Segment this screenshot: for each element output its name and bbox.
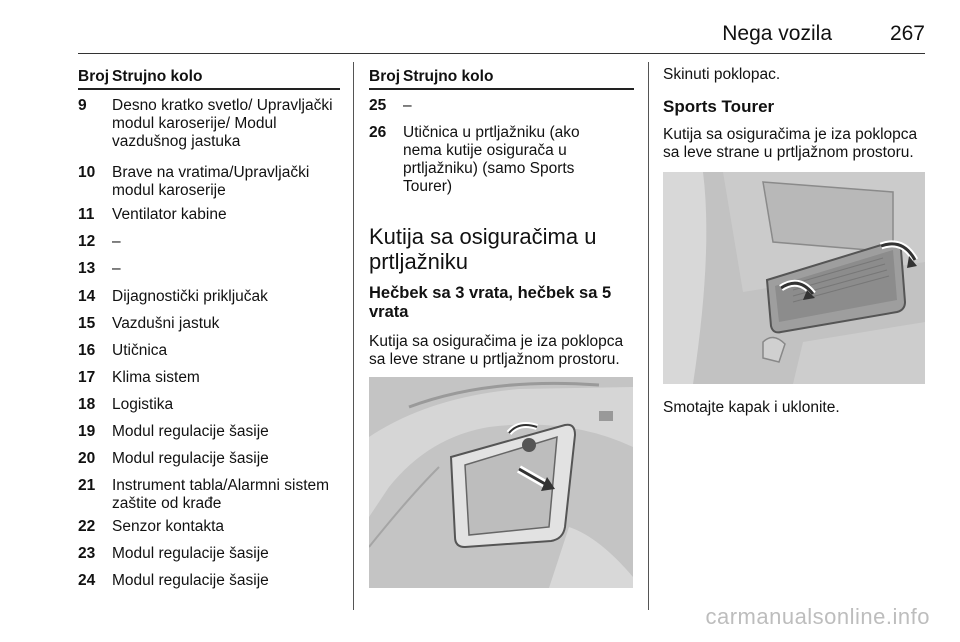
row-number: 11 [78, 206, 95, 223]
row-number: 16 [78, 342, 96, 359]
row-number: 19 [78, 423, 96, 440]
row-text: Ventilator kabine [112, 206, 227, 223]
trunk-illustration [369, 377, 633, 588]
row-text: – [112, 260, 121, 277]
table-header [78, 66, 340, 90]
column-separator [648, 62, 649, 610]
col-number-header: Broj [78, 68, 109, 85]
fuse-table-mid [369, 66, 634, 195]
page-number: 267 [889, 22, 925, 45]
row-number: 10 [78, 164, 96, 181]
watermark: carmanualsonline.info [705, 604, 930, 629]
sports-tourer-fusebox-figure [663, 172, 925, 384]
sports-tourer-body: Kutija sa osiguračima je iza poklopca sa leve strane u prtljažnom prostoru. [663, 126, 918, 161]
row-number: 18 [78, 396, 96, 413]
col-circuit-header: Strujno kolo [112, 68, 203, 85]
table-header [369, 66, 634, 90]
row-number: 13 [78, 260, 96, 277]
row-text: Modul regulacije šasije [112, 423, 269, 440]
row-number: 15 [78, 315, 96, 332]
row-text: Desno kratko svetlo/ Upravljački modul karoserije/ Modul vazdušnog jastuka [112, 97, 333, 150]
row-text: Dijagnostički priključak [112, 288, 268, 305]
column-separator [353, 62, 354, 610]
row-text: Logistika [112, 396, 174, 413]
roll-remove-text: Smotajte kapak i uklonite. [663, 399, 840, 416]
row-text: Modul regulacije šasije [112, 545, 269, 562]
table-row [78, 97, 340, 151]
row-text: Utičnica u prtljažniku (ako nema kutije osigurača u prtljažniku) (samo Sports Tourer) [403, 124, 580, 195]
col-number-header: Broj [369, 68, 400, 85]
remove-cover-text: Skinuti poklopac. [663, 66, 781, 83]
section-body: Kutija sa osiguračima je iza poklopca sa leve strane u prtljažnom prostoru. [369, 333, 624, 368]
header-rule [78, 53, 925, 54]
row-text: – [112, 233, 121, 250]
row-number: 23 [78, 545, 96, 562]
row-number: 9 [78, 97, 87, 114]
row-text: – [403, 97, 412, 114]
row-number: 20 [78, 450, 96, 467]
row-text: Senzor kontakta [112, 518, 225, 535]
row-number: 25 [369, 97, 387, 114]
sports-tourer-heading: Sports Tourer [663, 97, 775, 116]
row-text: Klima sistem [112, 369, 200, 386]
section-heading: Kutija sa osiguračima u prtljažniku [369, 224, 597, 274]
row-text: Modul regulacije šasije [112, 450, 269, 467]
row-number: 22 [78, 518, 96, 535]
row-text: Modul regulacije šasije [112, 572, 269, 589]
row-number: 24 [78, 572, 96, 589]
row-text: Vazdušni jastuk [112, 315, 220, 332]
row-text: Utičnica [112, 342, 168, 359]
hatchback-fusebox-figure [369, 377, 633, 588]
row-number: 12 [78, 233, 96, 250]
section-subheading: Hečbek sa 3 vrata, hečbek sa 5 vrata [369, 284, 612, 321]
row-text: Instrument tabla/Alarmni sistem zaštite od krađe [112, 477, 330, 512]
row-number: 26 [369, 124, 387, 141]
row-number: 17 [78, 369, 96, 386]
col-circuit-header: Strujno kolo [403, 68, 494, 85]
row-number: 14 [78, 288, 96, 305]
fuse-table-left [78, 66, 340, 589]
page-header-title: Nega vozila [722, 22, 832, 45]
trunk-illustration [663, 172, 925, 384]
row-number: 21 [78, 477, 96, 494]
row-text: Brave na vratima/Upravljački modul karoserije [112, 164, 310, 199]
